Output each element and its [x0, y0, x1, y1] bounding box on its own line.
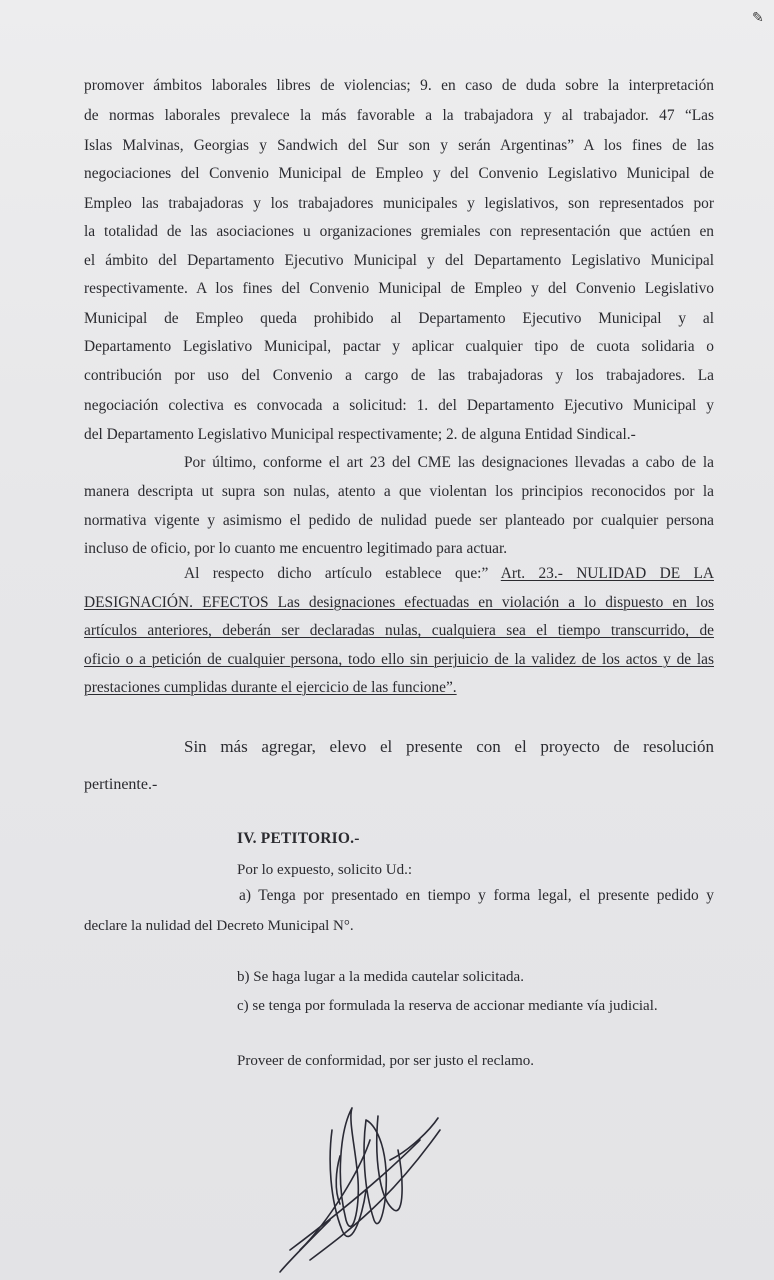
- paragraph-2-line-4: incluso de oficio, por lo cuanto me encuentro legitimado para actuar.: [84, 540, 508, 557]
- body-line-12: negociación colectiva es convocada a solicitud: 1. del Departamento Ejecutivo Municipal y: [84, 397, 714, 414]
- paragraph-3-line-1: [184, 564, 714, 584]
- quote-intro: Al respecto dicho artículo establece que:”: [184, 565, 501, 582]
- body-line-4: negociaciones del Convenio Municipal de Empleo y del Convenio Legislativo Municipal de: [84, 165, 714, 182]
- article-quote-line-1: DESIGNACIÓN. EFECTOS Las designaciones efectuadas en violación a lo dispuesto en los: [84, 594, 714, 611]
- article-quote-line-2: artículos anteriores, deberán ser declaradas nulas, cualquiera sea el tiempo transcurrido, de: [84, 622, 714, 639]
- article-23-title: Art. 23.- NULIDAD DE LA: [500, 565, 714, 582]
- petitorio-item-a-line-1: a) Tenga por presentado en tiempo y forma legal, el presente pedido y: [239, 887, 714, 904]
- body-line-2: de normas laborales prevalece la más favorable a la trabajadora y al trabajador. 47 “Las: [84, 107, 714, 124]
- paragraph-2-line-1: Por último, conforme el art 23 del CME las designaciones llevadas a cabo de la: [184, 454, 714, 471]
- petitorio-item-c: c) se tenga por formulada la reserva de accionar mediante vía judicial.: [237, 998, 658, 1014]
- body-line-6: la totalidad de las asociaciones u organizaciones gremiales con representación que actúen en: [84, 223, 714, 240]
- article-quote-line-4: prestaciones cumplidas durante el ejercicio de las funcione”.: [84, 679, 457, 696]
- closing-line-1: Sin más agregar, elevo el presente con el proyecto de resolución: [184, 737, 714, 756]
- petitorio-item-b: b) Se haga lugar a la medida cautelar solicitada.: [237, 969, 524, 985]
- body-line-10: Departamento Legislativo Municipal, pactar y aplicar cualquier tipo de cuota solidaria o: [84, 338, 714, 355]
- paragraph-2-line-3: normativa vigente y asimismo el pedido de nulidad puede ser planteado por cualquier persona: [84, 512, 714, 529]
- petitorio-item-a-line-2: declare la nulidad del Decreto Municipal N°.: [84, 918, 354, 934]
- page-corner-mark-icon: ✎: [752, 10, 764, 26]
- body-line-3: Islas Malvinas, Georgias y Sandwich del Sur son y serán Argentinas” A los fines de las: [84, 137, 714, 154]
- petitorio-intro: Por lo expuesto, solicito Ud.:: [237, 862, 412, 878]
- body-line-5: Empleo las trabajadoras y los trabajadores municipales y legislativos, son representados por: [84, 195, 714, 212]
- body-line-1: promover ámbitos laborales libres de violencias; 9. en caso de duda sobre la interpretación: [84, 77, 714, 94]
- article-quote-line-3: oficio o a petición de cualquier persona, todo ello sin perjuicio de la validez de los actos y de las: [84, 651, 714, 668]
- body-line-9: Municipal de Empleo queda prohibido al Departamento Ejecutivo Municipal y al: [84, 310, 714, 327]
- body-line-11: contribución por uso del Convenio a cargo de las trabajadoras y los trabajadores. La: [84, 367, 714, 384]
- petitorio-heading: IV. PETITORIO.-: [237, 830, 360, 847]
- body-line-13: del Departamento Legislativo Municipal respectivamente; 2. de alguna Entidad Sindical.-: [84, 426, 636, 443]
- closing-line-2: pertinente.-: [84, 776, 158, 793]
- body-line-7: el ámbito del Departamento Ejecutivo Municipal y del Departamento Legislativo Municipal: [84, 252, 714, 269]
- body-line-8: respectivamente. A los fines del Convenio Municipal de Empleo y del Convenio Legislativo: [84, 280, 714, 297]
- handwritten-signature: [270, 1100, 460, 1280]
- petitorio-closing: Proveer de conformidad, por ser justo el reclamo.: [237, 1053, 534, 1069]
- paragraph-2-line-2: manera descripta ut supra son nulas, atento a que violentan los principios reconocidos por la: [84, 483, 714, 500]
